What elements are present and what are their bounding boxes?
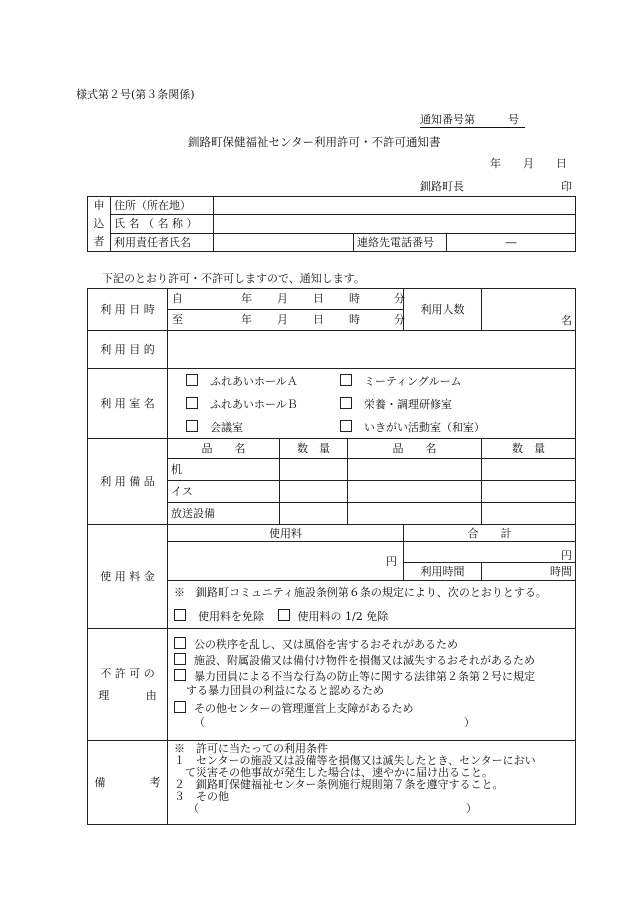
checkbox-icon[interactable] <box>174 609 186 621</box>
fee-note: ※ 釧路町コミュニティ施設条例第６条の規定により、次のとおりとする。 <box>168 581 576 605</box>
equipment-item-header: 品 名 <box>168 439 280 459</box>
people-unit: 名 <box>561 314 573 327</box>
refusal-item-3[interactable] <box>174 669 572 685</box>
applicant-table <box>87 196 576 252</box>
room-option-cooking[interactable] <box>340 397 452 411</box>
main-table <box>87 288 576 825</box>
equipment-label: 利 用 備 品 <box>88 439 168 525</box>
fee-label: 使 用 料 金 <box>88 525 168 629</box>
people-label: 利用人数 <box>404 289 482 331</box>
seal-mark: 印 <box>561 180 572 193</box>
paren-close: ） <box>466 802 477 815</box>
checkbox-icon[interactable] <box>174 701 186 713</box>
refusal-text: その他センターの管理運営上支障があるため <box>194 702 414 715</box>
remarks-line-4: ２ 釧路町保健福祉センター条例施行規則第７条を遵守すること。 <box>174 778 504 791</box>
equipment-qty-header-2: 数 量 <box>482 439 576 459</box>
usage-fee-yen: 円 <box>386 554 398 568</box>
to-label: 至 <box>172 313 183 326</box>
checkbox-icon[interactable] <box>186 420 198 432</box>
to-hour: 時 <box>349 313 360 326</box>
room-option-japanese[interactable] <box>340 420 485 434</box>
usage-time-field[interactable] <box>482 563 576 581</box>
checkbox-icon[interactable] <box>340 374 352 386</box>
room-option-hall-a[interactable] <box>186 374 298 388</box>
room-label: いきがい活動室（和室） <box>364 420 485 434</box>
equipment-qty-field[interactable] <box>280 459 348 481</box>
notice-number: 通知番号第 号 <box>420 111 525 128</box>
refusal-reasons <box>168 629 576 741</box>
rooms-label: 利 用 室 名 <box>88 369 168 439</box>
usage-datetime-label: 利 用 日 時 <box>88 289 168 331</box>
applicant-label-3: 者 <box>93 235 105 248</box>
issuer-name: 釧路町長 <box>420 180 464 193</box>
checkbox-icon[interactable] <box>174 637 186 649</box>
exempt-half-option[interactable] <box>278 610 389 623</box>
usage-from-row[interactable] <box>168 289 404 310</box>
equipment-row-chair: イス <box>168 481 280 503</box>
refusal-text: 施設、附属設備又は備付け物件を損傷又は滅失するおそれがあるため <box>194 654 535 667</box>
room-option-conference[interactable] <box>186 420 243 434</box>
from-year: 年 <box>241 292 252 305</box>
equipment-qty-field[interactable] <box>280 503 348 525</box>
to-day: 日 <box>313 313 324 326</box>
purpose-field[interactable] <box>168 331 576 369</box>
usage-fee-header: 使用料 <box>168 525 404 542</box>
usage-fee-field[interactable] <box>168 542 404 581</box>
paren-close: ） <box>464 716 475 729</box>
applicant-side-label <box>88 197 111 252</box>
room-option-meeting[interactable] <box>340 374 462 388</box>
equipment-qty-field[interactable] <box>482 459 576 481</box>
total-yen: 円 <box>561 549 573 562</box>
from-hour: 時 <box>349 292 360 305</box>
checkbox-icon[interactable] <box>278 609 290 621</box>
refusal-text: 暴力団員による不当な行為の防止等に関する法律第２条第２号に規定 <box>194 670 535 683</box>
paren-open: （ <box>194 716 205 729</box>
equipment-qty-field[interactable] <box>482 481 576 503</box>
room-label: ふれあいホールＡ <box>210 374 298 388</box>
refusal-label-1: 不 許 可 の <box>100 666 155 680</box>
phone-field[interactable]: ― <box>447 233 576 251</box>
rooms-options <box>168 369 576 439</box>
remarks-other-field[interactable] <box>174 803 572 816</box>
purpose-label: 利 用 目 的 <box>88 331 168 369</box>
paren-open: （ <box>188 802 199 815</box>
equipment-row-desk: 机 <box>168 459 280 481</box>
refusal-item-3-cont: する暴力団員の利益になると認めるため <box>186 684 384 697</box>
equipment-item-field[interactable] <box>348 481 482 503</box>
checkbox-icon[interactable] <box>174 653 186 665</box>
refusal-text: 公の秩序を乱し、又は風俗を害するおそれがあるため <box>194 638 458 651</box>
fee-exemption-options <box>168 605 576 629</box>
exempt-half-label: 使用料の 1/2 免除 <box>297 610 389 624</box>
refusal-label <box>88 629 168 741</box>
exempt-full-label: 使用料を免除 <box>198 610 264 624</box>
refusal-other-field[interactable] <box>174 717 572 733</box>
usage-to-row[interactable] <box>168 310 404 331</box>
address-field[interactable] <box>214 197 576 215</box>
refusal-label-2: 理 由 <box>98 688 157 702</box>
room-label: 栄養・調理研修室 <box>364 397 452 411</box>
document-title: 釧路町保健福祉センター利用許可・不許可通知書 <box>188 135 441 149</box>
checkbox-icon[interactable] <box>174 669 186 681</box>
to-year: 年 <box>241 313 252 326</box>
checkbox-icon[interactable] <box>186 397 198 409</box>
total-header: 合 計 <box>404 525 576 542</box>
equipment-qty-field[interactable] <box>482 503 576 525</box>
checkbox-icon[interactable] <box>340 420 352 432</box>
to-minute: 分 <box>394 313 405 326</box>
manager-label: 利用責任者氏名 <box>111 233 214 251</box>
manager-field[interactable] <box>214 233 354 251</box>
checkbox-icon[interactable] <box>340 397 352 409</box>
from-minute: 分 <box>394 292 405 305</box>
room-label: ミーティングルーム <box>364 374 462 388</box>
refusal-item-2[interactable] <box>174 653 572 669</box>
usage-time-unit: 時間 <box>550 565 573 578</box>
refusal-item-4[interactable] <box>174 701 572 717</box>
from-label: 自 <box>172 292 183 305</box>
phone-label: 連絡先電話番号 <box>354 233 447 251</box>
remarks-line-3: て災害その他事故が発生した場合は、速やかに届け出ること。 <box>174 766 493 779</box>
usage-time-label: 利用時間 <box>404 563 482 581</box>
form-number: 様式第２号(第３条関係) <box>76 88 195 101</box>
total-field[interactable] <box>404 542 576 563</box>
applicant-label-1: 申 <box>93 199 105 212</box>
room-label: 会議室 <box>210 420 243 434</box>
remarks-line-2: １ センターの施設又は設備等を損傷又は滅失したとき、センターにおい <box>174 754 536 767</box>
remarks-label: 備 考 <box>88 741 168 825</box>
equipment-qty-field[interactable] <box>280 481 348 503</box>
address-label: 住所（所在地） <box>111 197 214 215</box>
room-label: ふれあいホールＢ <box>210 397 298 411</box>
room-option-hall-b[interactable] <box>186 397 298 411</box>
exempt-full-option[interactable] <box>174 610 264 623</box>
equipment-item-header-2: 品 名 <box>348 439 482 459</box>
equipment-item-field[interactable] <box>348 459 482 481</box>
remarks-line-5: ３ その他 <box>174 790 229 803</box>
equipment-row-pa: 放送設備 <box>168 503 280 525</box>
name-field[interactable] <box>214 215 576 233</box>
intro-text: 下記のとおり許可・不許可しますので、通知します。 <box>102 272 365 285</box>
checkbox-icon[interactable] <box>186 374 198 386</box>
name-label: 氏 名 （ 名 称 ） <box>111 215 214 233</box>
remarks-line-1: ※ 許可に当たっての利用条件 <box>174 742 328 755</box>
equipment-qty-header: 数 量 <box>280 439 348 459</box>
remarks-content <box>168 741 576 825</box>
refusal-item-1[interactable] <box>174 637 572 653</box>
applicant-label-2: 込 <box>93 217 105 230</box>
to-month: 月 <box>277 313 288 326</box>
from-day: 日 <box>313 292 324 305</box>
equipment-item-field[interactable] <box>348 503 482 525</box>
people-field[interactable] <box>482 289 576 331</box>
from-month: 月 <box>277 292 288 305</box>
issue-date: 年 月 日 <box>490 157 567 170</box>
